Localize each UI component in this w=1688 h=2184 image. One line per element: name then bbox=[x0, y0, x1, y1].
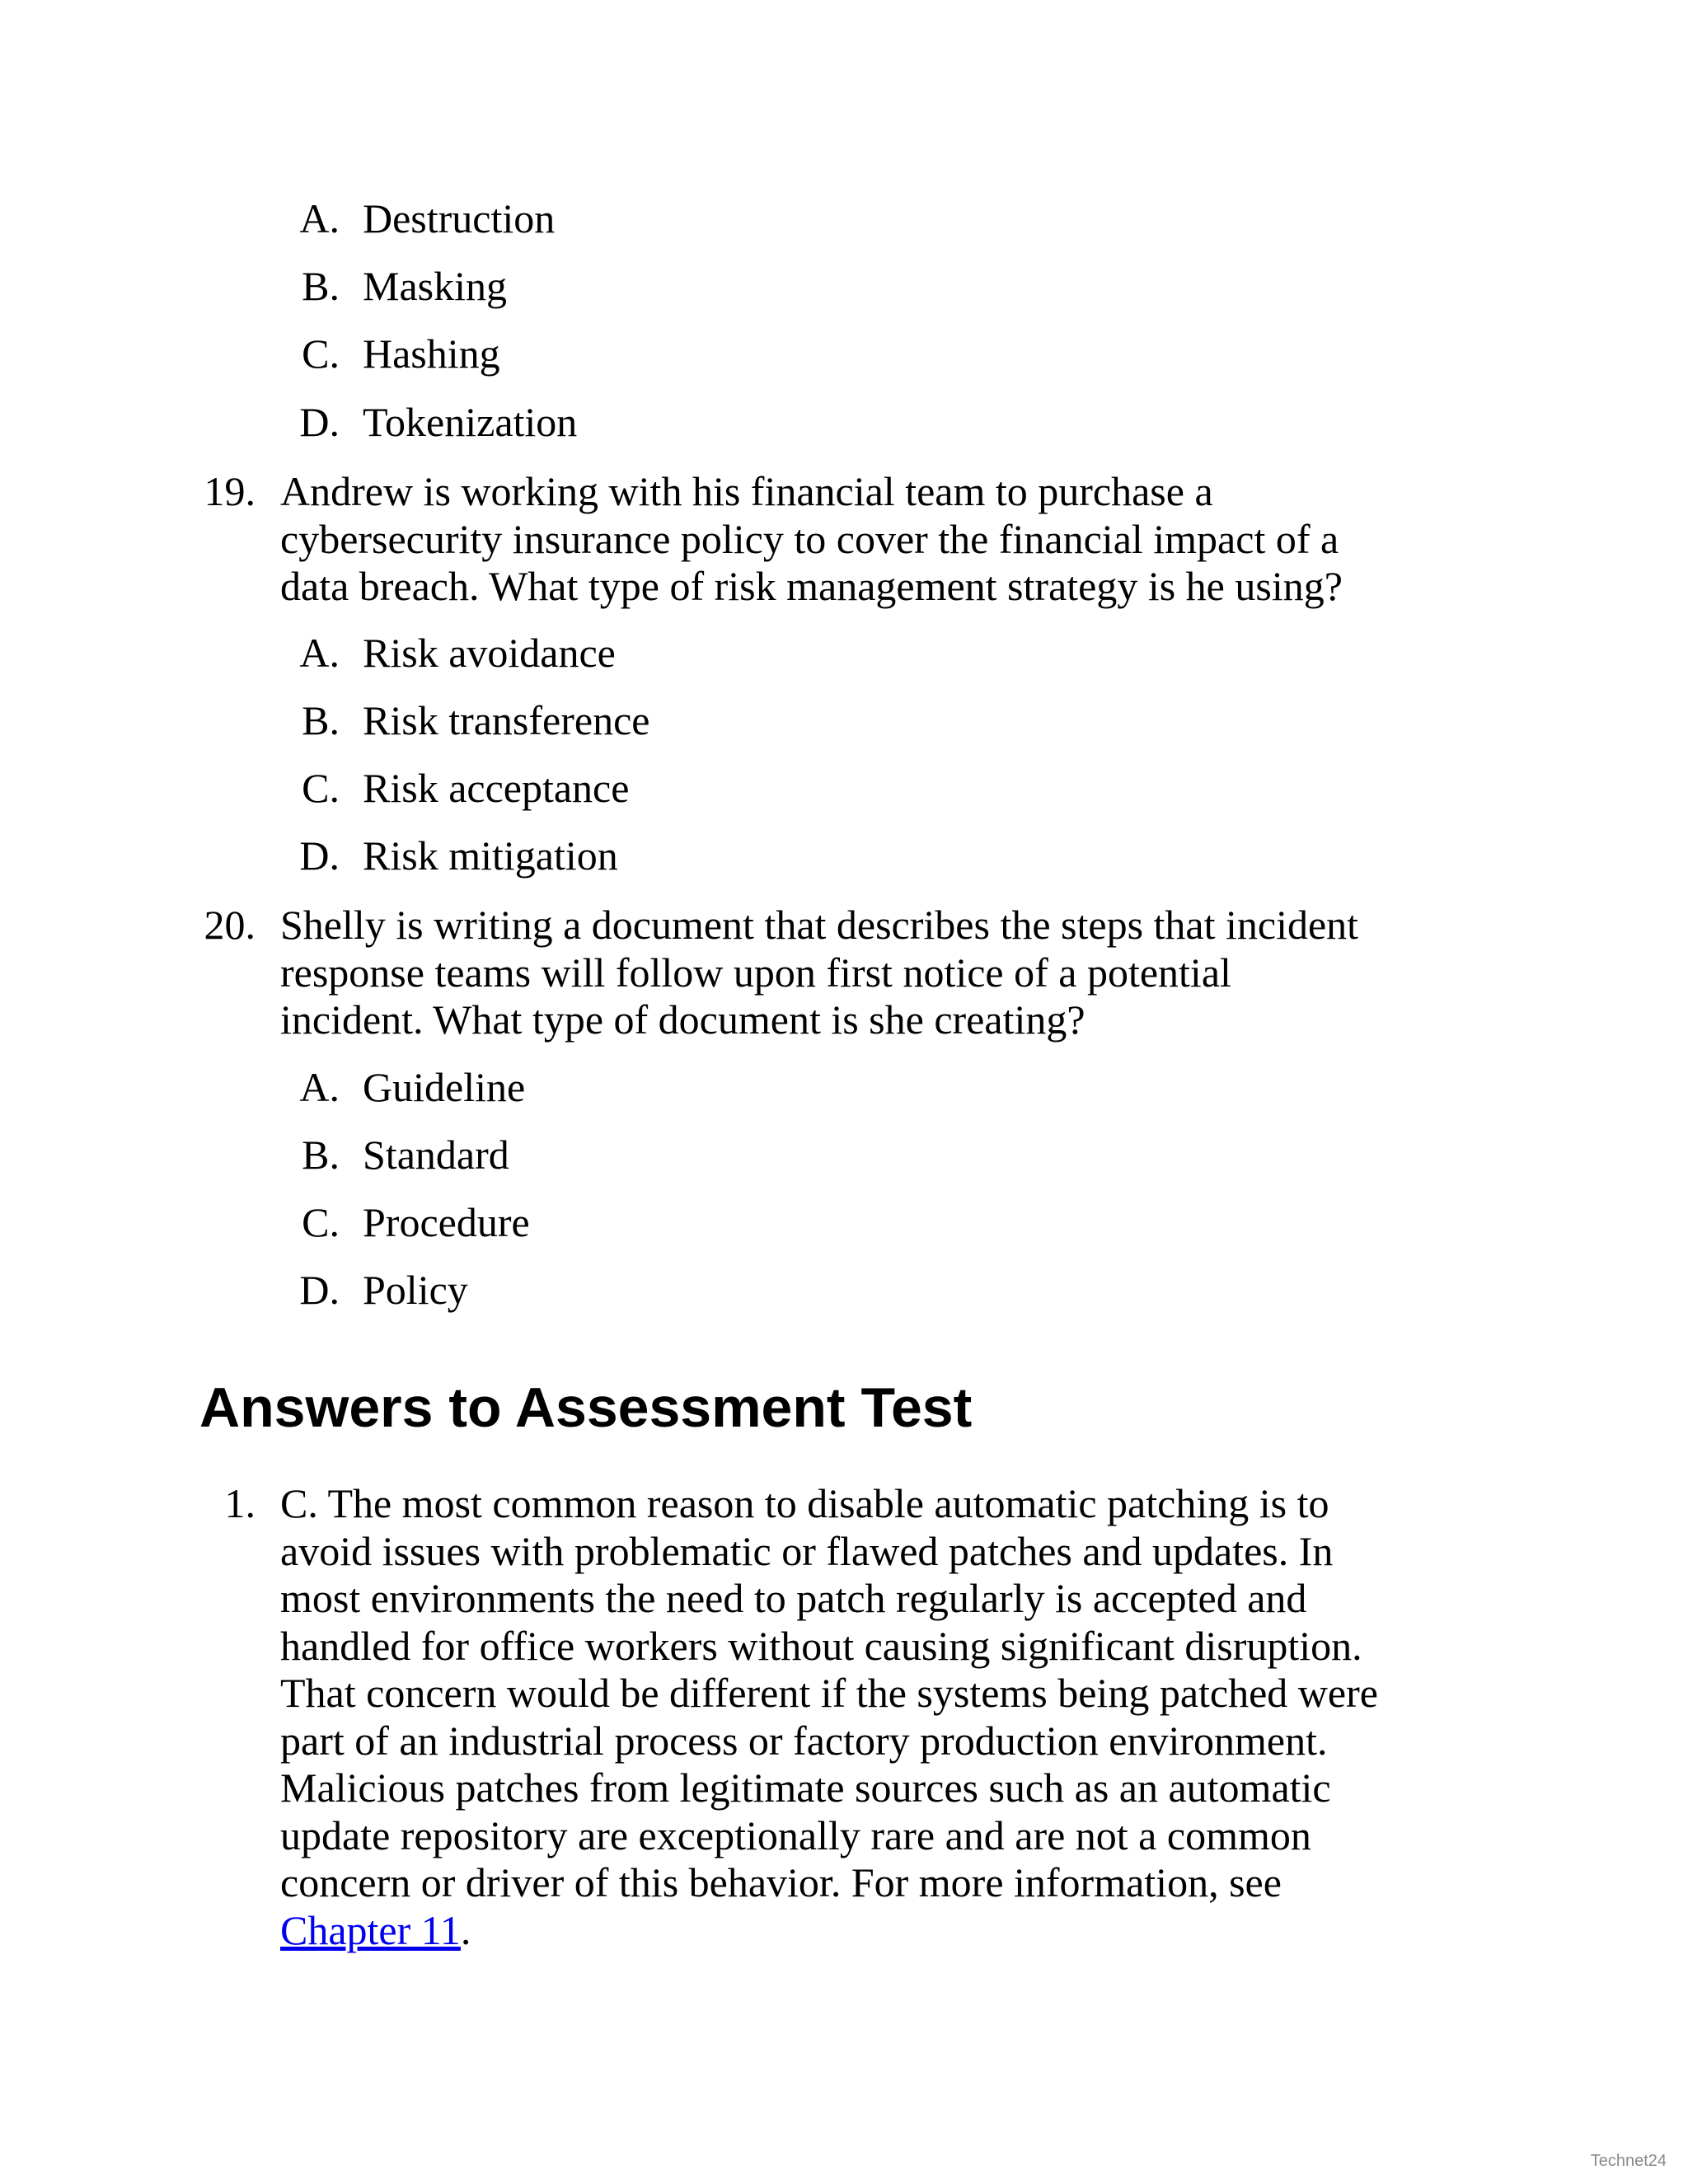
option-text: Policy bbox=[363, 1267, 468, 1313]
answer-text-line: update repository are exceptionally rare and are not a common bbox=[280, 1811, 1311, 1858]
option-letter: D. bbox=[299, 1267, 340, 1313]
question-text-line: Andrew is working with his financial team to purchase a bbox=[280, 468, 1213, 514]
question-20 bbox=[204, 902, 1517, 1044]
question-text-line: response teams will follow upon first notice of a potential bbox=[280, 949, 1231, 996]
question-text-line: incident. What type of document is she creating? bbox=[280, 996, 1085, 1043]
option-text: Destruction bbox=[363, 195, 556, 241]
option-text: Risk transference bbox=[363, 697, 650, 743]
option-letter: B. bbox=[302, 1132, 340, 1178]
option-text: Risk mitigation bbox=[363, 832, 618, 879]
chapter-11-link[interactable]: Chapter 11 bbox=[280, 1906, 461, 1953]
answer-text-line: That concern would be different if the systems being patched were bbox=[280, 1670, 1378, 1716]
period-text: . bbox=[460, 1906, 471, 1953]
q18-option-d bbox=[299, 398, 578, 446]
option-text: Procedure bbox=[363, 1199, 530, 1245]
option-letter: C. bbox=[302, 1199, 340, 1245]
section-heading: Answers to Assessment Test bbox=[199, 1376, 973, 1439]
question-text-line: data breach. What type of risk management strategy is he using? bbox=[280, 563, 1343, 609]
option-letter: A. bbox=[299, 195, 340, 241]
answer-text-line: most environments the need to patch regularly is accepted and bbox=[280, 1575, 1307, 1621]
option-letter: C. bbox=[302, 330, 340, 377]
q20-option-d bbox=[299, 1266, 468, 1314]
q19-option-d bbox=[299, 832, 618, 879]
option-letter: B. bbox=[302, 263, 340, 309]
option-text: Standard bbox=[363, 1132, 509, 1178]
q18-option-c bbox=[302, 330, 500, 377]
q19-option-c bbox=[302, 764, 630, 812]
question-text-line: cybersecurity insurance policy to cover the financial impact of a bbox=[280, 515, 1339, 562]
option-text: Hashing bbox=[363, 330, 500, 377]
q18-option-a bbox=[299, 194, 556, 242]
q20-option-b bbox=[302, 1131, 509, 1179]
question-number: 20. bbox=[204, 902, 256, 948]
answer-text-line: Malicious patches from legitimate sources such as an automatic bbox=[280, 1765, 1331, 1811]
option-letter: D. bbox=[299, 832, 340, 879]
option-text: Risk acceptance bbox=[363, 765, 630, 811]
option-letter: A. bbox=[299, 1064, 340, 1110]
q18-option-b bbox=[302, 262, 507, 310]
answer-number: 1. bbox=[224, 1480, 256, 1526]
q20-option-c bbox=[302, 1198, 530, 1246]
answer-text-line: C. The most common reason to disable automatic patching is to bbox=[280, 1480, 1329, 1526]
answer-text-line: part of an industrial process or factory production environment. bbox=[280, 1717, 1328, 1764]
option-text: Guideline bbox=[363, 1064, 526, 1110]
answer-text-line: concern or driver of this behavior. For more information, see bbox=[280, 1859, 1282, 1905]
q19-option-a bbox=[299, 629, 616, 677]
q19-option-b bbox=[302, 696, 650, 744]
question-text-line: Shelly is writing a document that describes the steps that incident bbox=[280, 902, 1359, 948]
footer-watermark: Technet24 bbox=[1590, 2152, 1667, 2170]
option-text: Masking bbox=[363, 263, 507, 309]
question-19 bbox=[204, 468, 1517, 611]
option-letter: C. bbox=[302, 765, 340, 811]
answer-last-line bbox=[280, 1907, 1517, 1955]
option-text: Risk avoidance bbox=[363, 630, 616, 676]
question-number: 19. bbox=[204, 468, 256, 514]
option-text: Tokenization bbox=[363, 399, 578, 445]
option-letter: A. bbox=[299, 630, 340, 676]
answer-text-line: handled for office workers without causing significant disruption. bbox=[280, 1622, 1362, 1669]
q20-option-a bbox=[299, 1063, 526, 1111]
option-letter: B. bbox=[302, 697, 340, 743]
answer-1 bbox=[224, 1480, 1517, 1954]
option-letter: D. bbox=[299, 399, 340, 445]
answer-text-line: avoid issues with problematic or flawed patches and updates. In bbox=[280, 1527, 1334, 1574]
